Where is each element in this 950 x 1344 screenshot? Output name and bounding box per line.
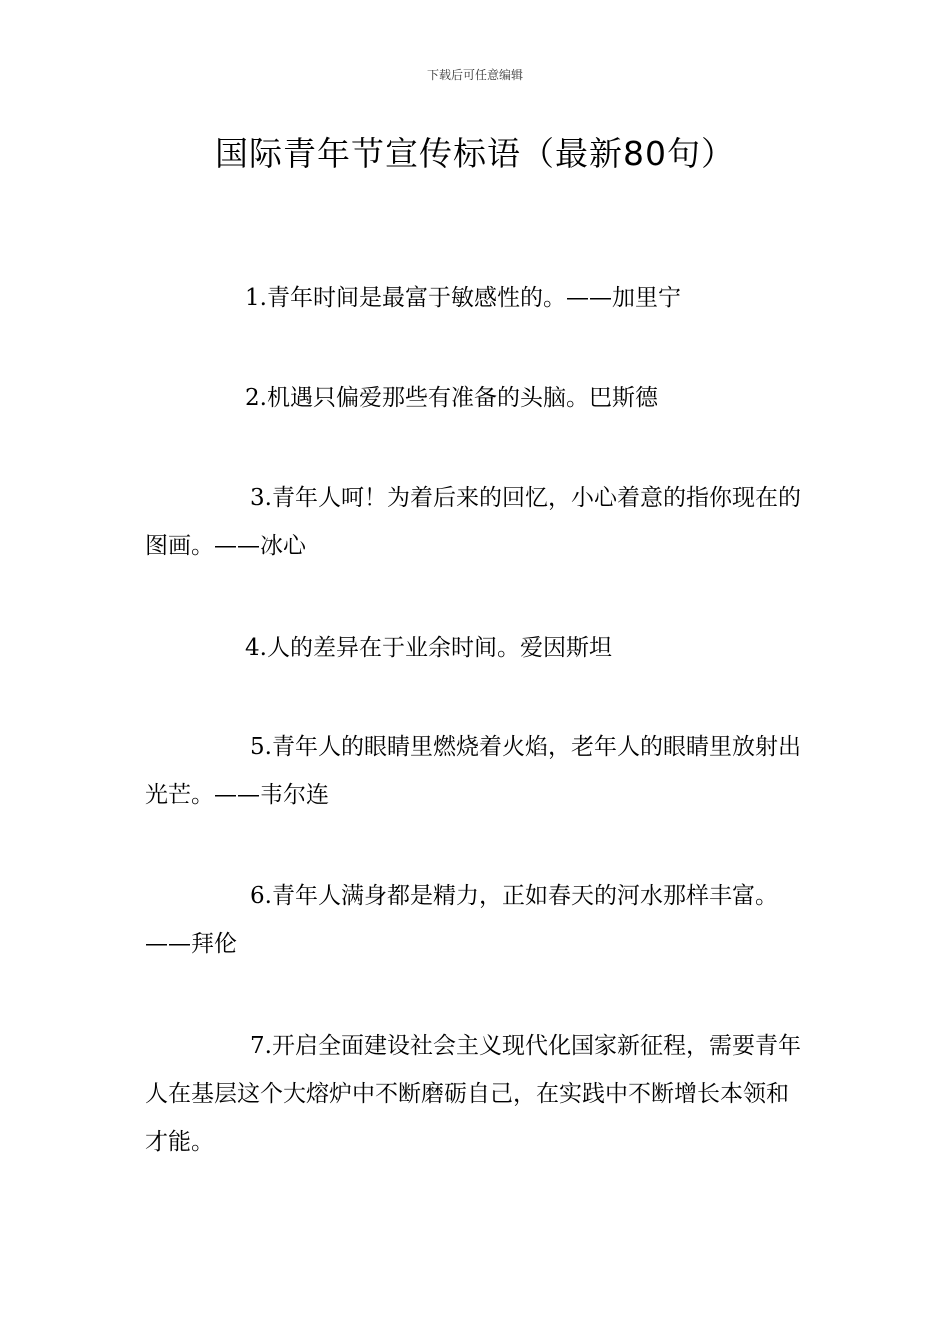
quote-number: 7. [250,1033,272,1059]
quote-item-4 [145,624,810,672]
quote-text: 人的差异在于业余时间。爱因斯坦 [266,635,612,661]
quote-text: 开启全面建设社会主义现代化国家新征程，需要青年人在基层这个大熔炉中不断磨砺自己，在实践中不断增长本领和才能。 [145,1033,801,1155]
quote-item-5 [145,723,810,819]
document-title: 国际青年节宣传标语（最新80句） [215,134,735,173]
quote-number: 2. [245,385,267,411]
quote-item-2 [145,374,810,422]
quote-text: 青年人呵！为着后来的回忆，小心着意的指你现在的图画。——冰心 [145,485,801,559]
quote-text: 青年人的眼睛里燃烧着火焰，老年人的眼睛里放射出光芒。——韦尔连 [145,734,801,808]
quote-number: 4. [245,635,267,661]
quote-item-7 [145,1022,810,1166]
quote-item-6 [145,872,810,968]
quote-number: 3. [250,485,272,511]
quote-number: 6. [250,883,272,909]
quote-text: 青年时间是最富于敏感性的。——加里宁 [266,285,681,311]
quote-text: 青年人满身都是精力，正如春天的河水那样丰富。——拜伦 [145,883,778,957]
quote-number: 1. [245,285,267,311]
quote-number: 5. [250,734,272,760]
quote-text: 机遇只偏爱那些有准备的头脑。巴斯德 [266,385,658,411]
quote-item-1 [145,274,810,322]
quote-item-3 [145,474,810,570]
header-note: 下载后可任意编辑 [426,68,523,82]
